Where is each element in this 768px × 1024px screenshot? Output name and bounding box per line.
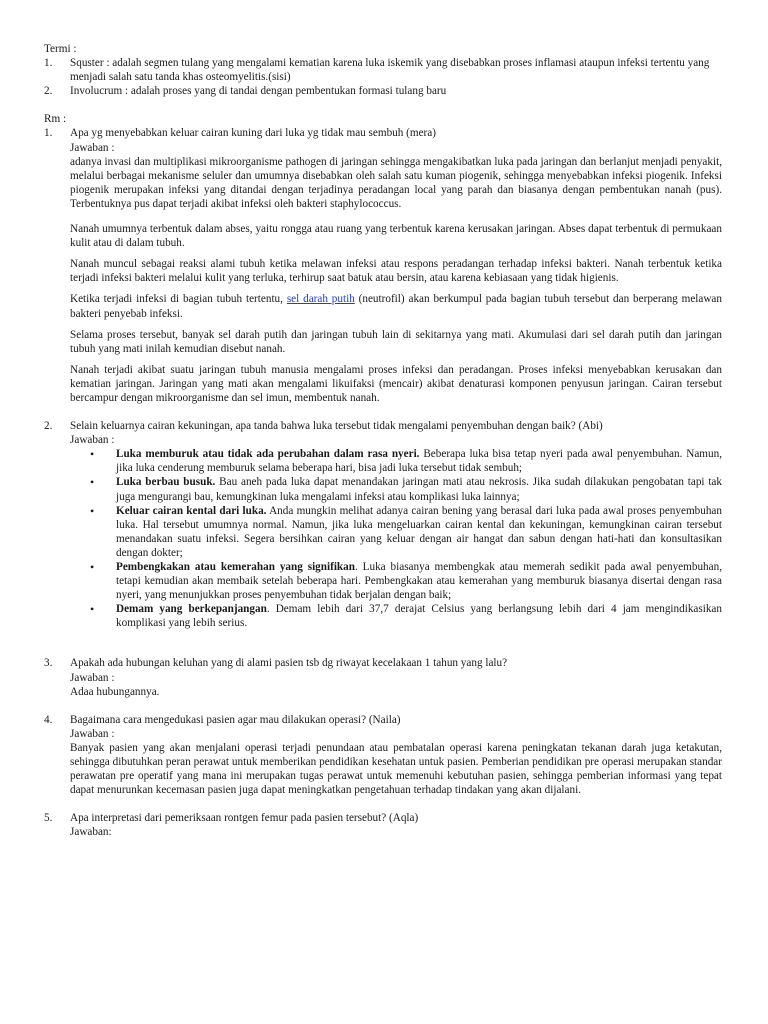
list-item [90, 475, 722, 503]
termi-heading: Termi : [44, 43, 77, 55]
question-5 [44, 811, 722, 825]
list-item [90, 560, 722, 602]
termi-item [44, 56, 722, 84]
question-text: Selain keluarnya cairan kekuningan, apa tanda bahwa luka tersebut tidak mengalami penyembuhan dengan baik? (Abi) [70, 420, 603, 433]
termi-item-text: Squster : adalah segmen tulang yang mengalami kematian karena luka iskemik yang disebabkan proses inflamasi ataupun infeksi tertentu yang menjadi salah satu tanda khas osteomyelitis.(sisi) [70, 57, 710, 84]
bullet-icon: • [90, 503, 95, 518]
termi-item-text: Involucrum : adalah proses yang di tandai dengan pembentukan formasi tulang baru [70, 85, 447, 98]
question-text: Bagaimana cara mengedukasi pasien agar mau dilakukan operasi? (Naila) [70, 713, 401, 726]
answer-paragraph: Selama proses tersebut, banyak sel darah putih dan jaringan tubuh lain di sekitarnya yang mati. Akumulasi dari sel darah putih dan jaringan tubuh yang mati inilah kemudian disebut nanah. [70, 328, 722, 355]
question-number: 2. [44, 420, 53, 433]
bullet-lead: Luka memburuk atau tidak ada perubahan dalam rasa nyeri. [116, 448, 420, 461]
sel-darah-putih-link[interactable]: sel darah putih [286, 293, 355, 306]
termi-item-number: 2. [44, 85, 53, 98]
answer-paragraph: Nanah muncul sebagai reaksi alami tubuh ketika melawan infeksi atau respons peradangan terhadap infeksi bakteri. Nanah terbentuk ketika terjadi infeksi bakteri melalui kulit yang terluka, terhirup saat batuk atau bersin, atau karena kebiasaan yang tidak higienis. [70, 258, 722, 285]
question-number: 5. [44, 812, 53, 825]
bullet-icon: • [90, 447, 95, 462]
question-number: 1. [44, 127, 53, 140]
bullet-text: Bau aneh pada luka dapat menandakan jaringan mati atau nekrosis. Jika sudah dilakukan pengobatan tapi tak juga mengurangi bau, kemungkinan luka mengalami infeksi atau komplikasi luka lainnya; [116, 476, 722, 503]
answer-paragraph: adanya invasi dan multiplikasi mikroorganisme pathogen di jaringan sehingga mengakibatkan luka pada jaringan dan berlanjut menjadi penyakit, melalui berbagai mekanisme seluler dan umumnya disebabkan oleh salah satu kuman piogenik, sehingga menyebabkan infeksi piogenik. Infeksi piogenik merupakan infeksi yang ditandai dengan terjadinya peradangan local yang parah dan biasanya dengan pembentukan nanah (pus). Terbentuknya pus dapat terjadi akibat infeksi oleh bakteri staphylococcus. [70, 155, 722, 210]
termi-item-number: 1. [44, 57, 53, 70]
paragraph-text: (neutrofil) akan berkumpul pada bagian tubuh tersebut dan berperang melawan bakteri penyebab infeksi. [70, 293, 722, 320]
question-text: Apa interpretasi dari pemeriksaan rontgen femur pada pasien tersebut? (Aqla) [70, 812, 419, 825]
bullet-text: Anda mungkin melihat adanya cairan bening yang berasal dari luka pada awal proses penyembuhan luka. Hal tersebut umumnya normal. Namun, jika luka mengeluarkan cairan kental dan kekuningan, kemungkinan cairan tersebut menandakan suatu infeksi. Segera bersihkan cairan yang keluar dengan air hangat dan sabun dengan hati-hati dan konsultasikan dengan dokter; [116, 504, 722, 559]
answer-paragraph: Nanah umumnya terbentuk dalam abses, yaitu rongga atau ruang yang terbentuk karena kerusakan jaringan. Abses dapat terbentuk di permukaan kulit atau di dalam tubuh. [70, 223, 722, 250]
bullet-text: Beberapa luka bisa tetap nyeri pada awal penyembuhan. Namun, jika luka cenderung memburuk selama beberapa hari, bisa jadi luka tersebut tidak sembuh; [116, 448, 722, 475]
question-text: Apa yg menyebabkan keluar cairan kuning dari luka yg tidak mau sembuh (mera) [70, 127, 436, 140]
answer-paragraph: Nanah terjadi akibat suatu jaringan tubuh manusia mengalami proses infeksi dan peradangan. Proses infeksi menyebabkan kerusakan dan kematian jaringan. Jaringan yang mati akan mengalami likuifaksi (mencair) akibat denaturasi komponen penyusun jaringan. Cairan tersebut bercampur dengan mikroorganisme dan sel imun, membentuk nanah. [70, 363, 722, 404]
symptom-list [44, 447, 722, 630]
bullet-icon: • [90, 560, 95, 574]
paragraph-text: Ketika terjadi infeksi di bagian tubuh tertentu, [70, 293, 287, 306]
bullet-text: . Luka biasanya membengkak atau memerah sedikit pada awal penyembuhan, tetapi kemudian akan membaik setelah beberapa hari. Pembengkakan atau kemerahan yang memburuk biasanya disertai dengan rasa nyeri, yang menunjukkan proses penyembuhan tidak berjalan dengan baik; [116, 561, 722, 602]
termi-item [44, 84, 722, 98]
question-2 [44, 419, 722, 433]
bullet-icon: • [90, 602, 95, 617]
question-text: Apakah ada hubungan keluhan yang di alami pasien tsb dg riwayat kecelakaan 1 tahun yang lalu? [70, 657, 508, 670]
bullet-icon: • [90, 475, 95, 490]
bullet-lead: Keluar cairan kental dari luka. [116, 504, 267, 517]
list-item [90, 504, 722, 560]
bullet-lead: Demam yang berkepanjangan [116, 603, 267, 616]
answer-label: Jawaban : [70, 141, 115, 154]
bullet-lead: Pembengkakan atau kemerahan yang signifikan [116, 561, 355, 573]
question-number: 3. [44, 657, 53, 670]
bullet-lead: Luka berbau busuk. [116, 476, 216, 489]
bullet-text: . Demam lebih dari 37,7 derajat Celsius yang berlangsung lebih dari 4 jam mengindikasikan komplikasi yang lebih serius. [116, 603, 722, 630]
question-3 [44, 656, 722, 670]
question-4 [44, 713, 722, 727]
answer-label: Jawaban : [70, 727, 115, 740]
answer-paragraph [44, 292, 722, 320]
rm-heading: Rm : [44, 113, 67, 126]
question-number: 4. [44, 713, 53, 726]
answer-paragraph: Adaa hubungannya. [70, 685, 160, 698]
answer-label: Jawaban : [70, 671, 115, 684]
question-1 [44, 126, 722, 140]
answer-paragraph: Banyak pasien yang akan menjalani operasi terjadi penundaan atau pembatalan operasi karena peningkatan tekanan darah juga ketakutan, sehingga dibutuhkan peran perawat untuk memberikan pendidikan kesehatan untuk pasien. Pemberian pendidikan pre operasi merupakan standar perawatan pre operatif yang mana ini merupakan tugas perawat untuk memenuhi kebutuhan pasien, sehingga pemberian informasi yang tepat dapat menurunkan kecemasan pasien juga dapat meningkatkan pengetahuan terhadap tindakan yang akan dijalani. [70, 741, 722, 797]
answer-label: Jawaban: [70, 826, 112, 839]
list-item [90, 447, 722, 475]
list-item [90, 602, 722, 630]
answer-label: Jawaban : [70, 434, 115, 447]
